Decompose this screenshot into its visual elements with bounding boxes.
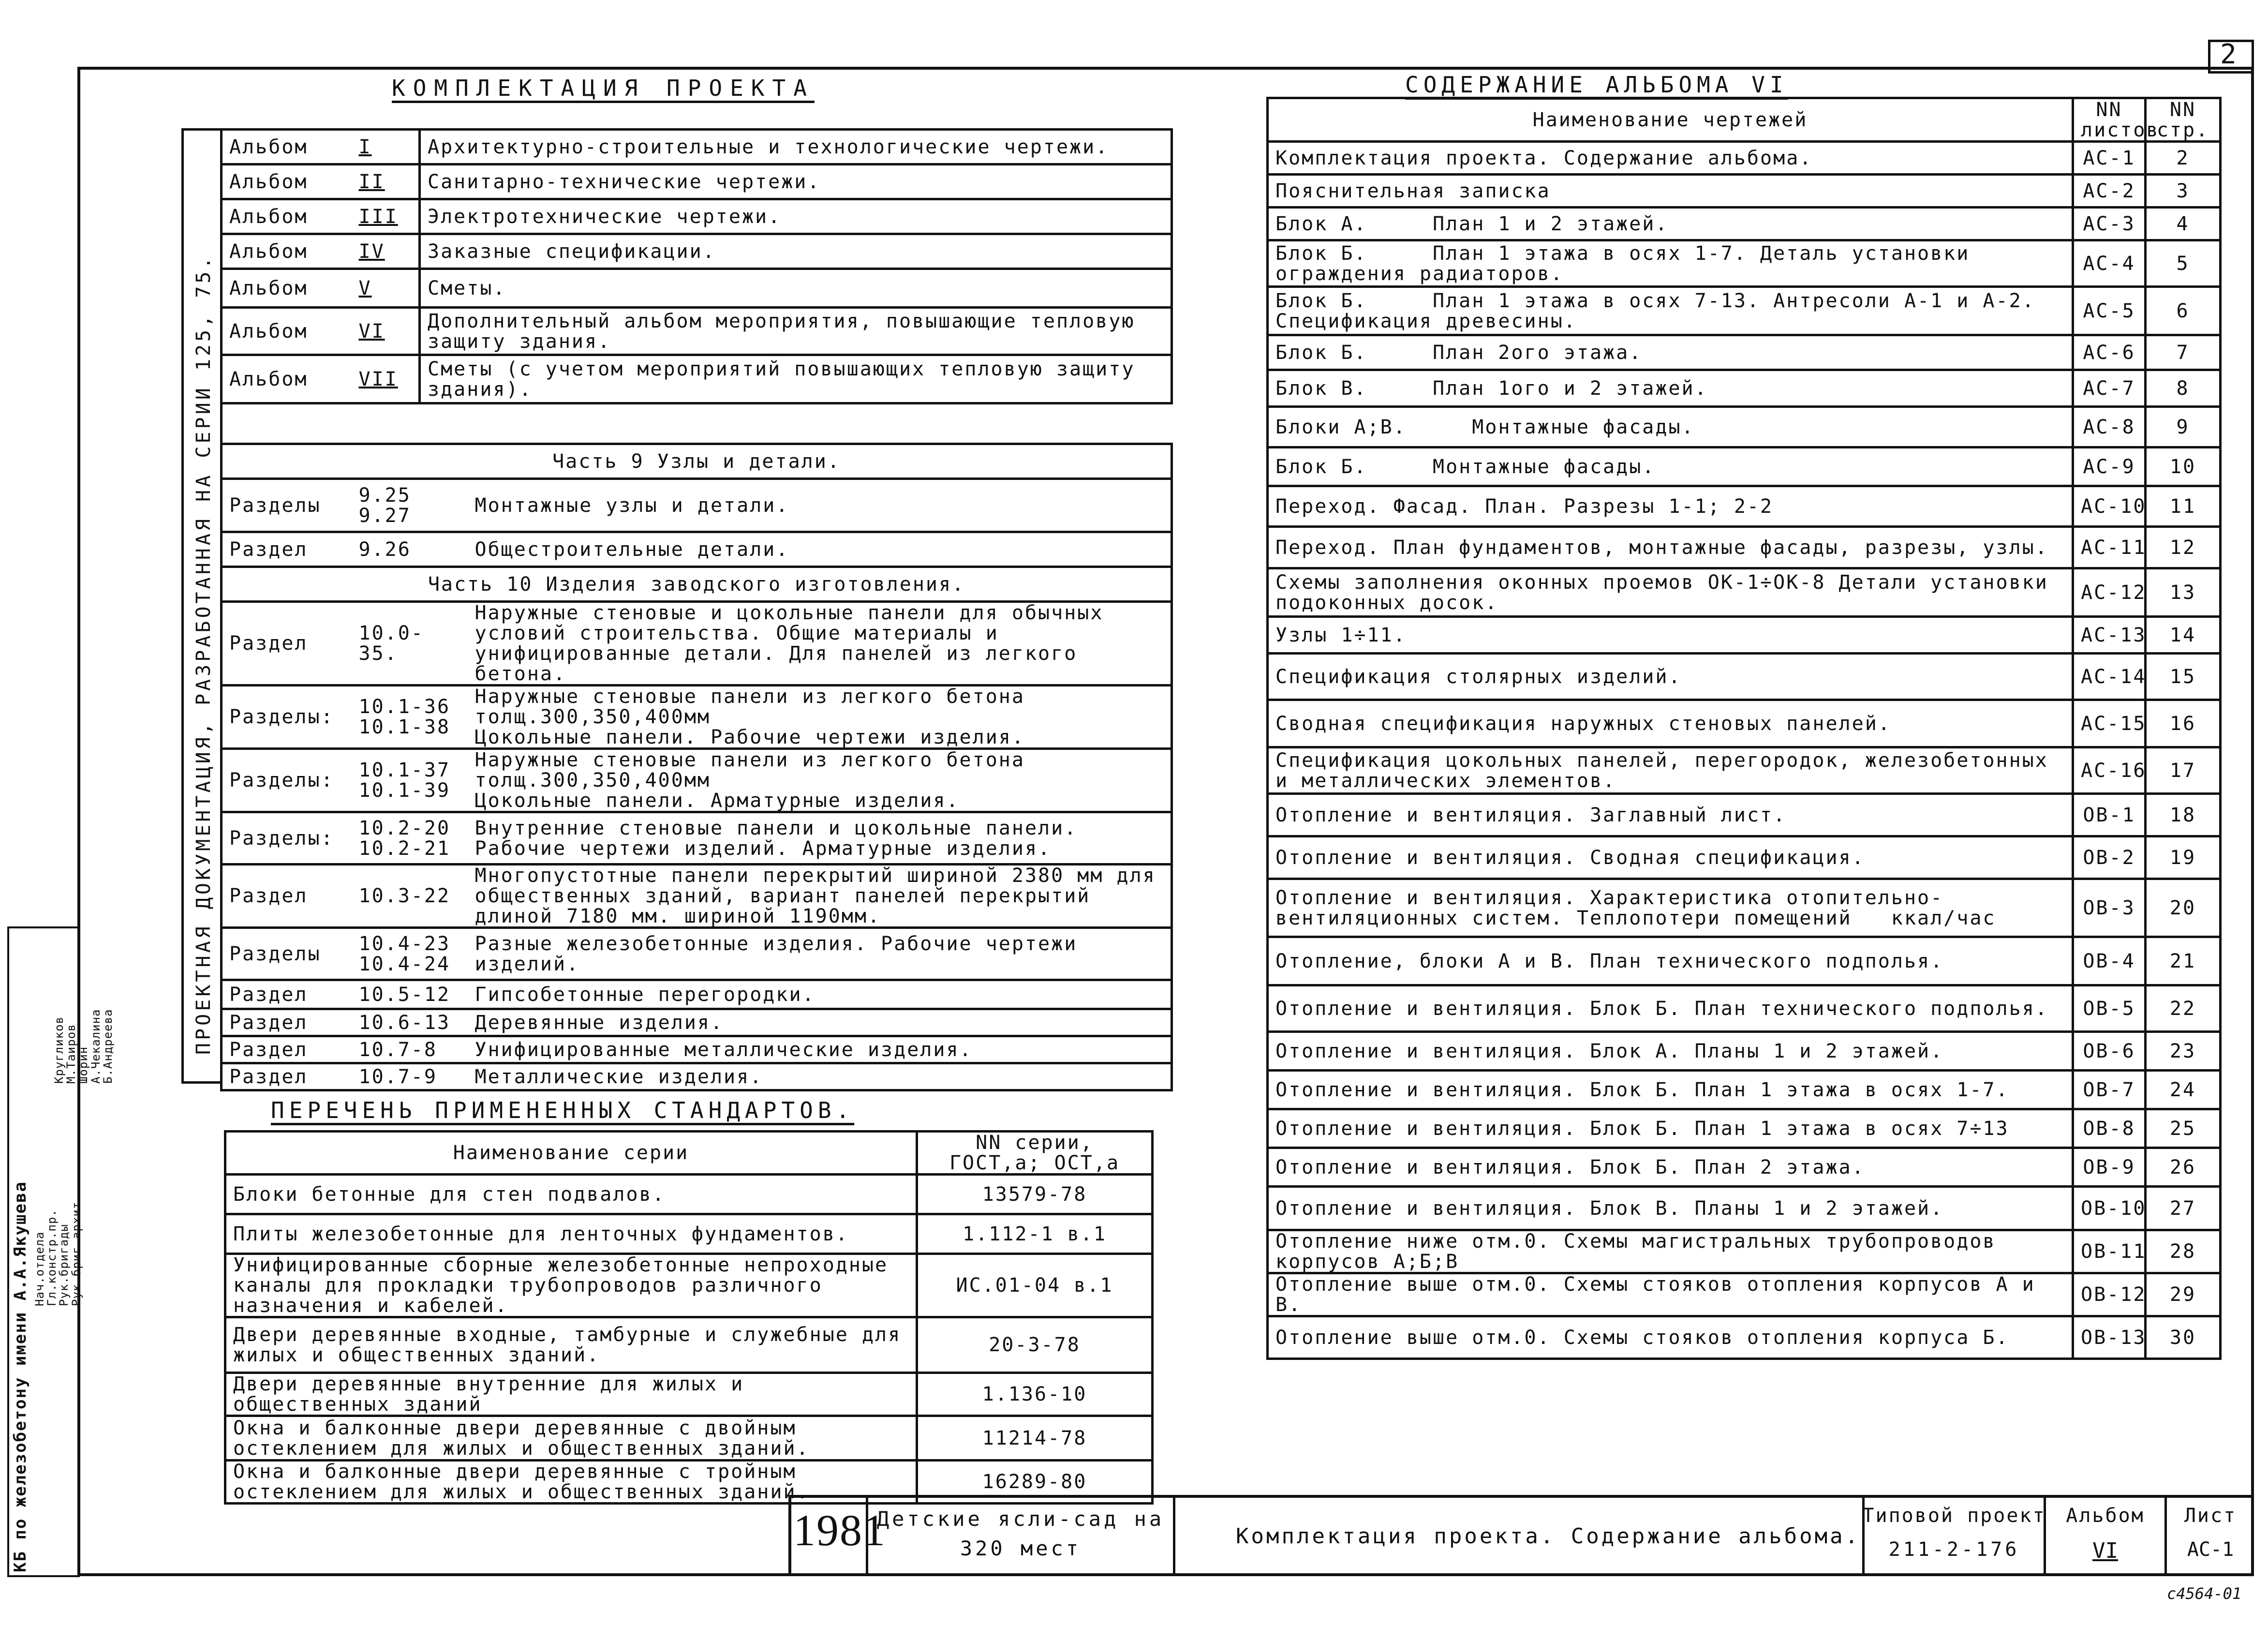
sheet-code: ОВ-4 bbox=[2073, 937, 2146, 985]
drawing-name: Отопление ниже отм.0. Схемы магистральных трубопроводов корпусов А;Б;В bbox=[1268, 1230, 2073, 1273]
section-codes: 9.26 bbox=[352, 532, 468, 567]
section-description: Наружные стеновые панели из легкого бетона толщ.300,350,400мм Цокольные панели. Рабочие чертежи изделия. bbox=[468, 686, 1172, 749]
contents-row bbox=[1268, 287, 2221, 335]
contents-row bbox=[1268, 700, 2221, 747]
sheet-code: АС-3 bbox=[2073, 208, 2146, 240]
section-label: Раздел bbox=[222, 532, 352, 567]
section-description: Металлические изделия. bbox=[468, 1063, 1172, 1090]
section-codes: 10.4-23 10.4-24 bbox=[352, 928, 468, 980]
album-number: VII bbox=[352, 355, 420, 403]
album-number: VI bbox=[352, 308, 420, 355]
drawing-name: Блок А. План 1 и 2 этажей. bbox=[1268, 208, 2073, 240]
sheet-code: АС-10 bbox=[2073, 486, 2146, 527]
standard-row bbox=[225, 1416, 1153, 1461]
drawing-name: Отопление и вентиляция. Блок А. Планы 1 и 2 этажей. bbox=[1268, 1032, 2073, 1071]
contents-row bbox=[1268, 1273, 2221, 1316]
stamp-name: Кругликов bbox=[52, 1016, 66, 1084]
bottom-stamp: с4564-01 bbox=[2167, 1584, 2242, 1603]
section-description: Многопустотные панели перекрытий шириной 2380 мм для общественных зданий, вариант панелей перекрытий длиной 7180 мм. шириной 1190мм. bbox=[468, 865, 1172, 928]
section-codes: 10.0-35. bbox=[352, 602, 468, 686]
contents-row bbox=[1268, 1316, 2221, 1359]
drawing-name: Отопление и вентиляция. Блок Б. План технического подполья. bbox=[1268, 985, 2073, 1032]
album-row bbox=[222, 130, 1172, 164]
sheet-code: ОВ-12 bbox=[2073, 1273, 2146, 1316]
sheet-code: АС-14 bbox=[2073, 654, 2146, 700]
standard-name: Блоки бетонные для стен подвалов. bbox=[225, 1175, 917, 1214]
contents-row bbox=[1268, 1071, 2221, 1109]
page-number: 30 bbox=[2146, 1316, 2221, 1359]
album-label: Альбом bbox=[2066, 1505, 2145, 1527]
standard-code: ИС.01-04 в.1 bbox=[917, 1254, 1153, 1317]
album-number: III bbox=[352, 199, 420, 234]
album-description: Санитарно-технические чертежи. bbox=[420, 164, 1172, 199]
section-codes: 10.2-20 10.2-21 bbox=[352, 812, 468, 865]
page-number: 19 bbox=[2146, 836, 2221, 879]
section-row bbox=[222, 1009, 1172, 1036]
list-number: АС-1 bbox=[2187, 1538, 2234, 1561]
section-label: Разделы: bbox=[222, 812, 352, 865]
drawing-name: Отопление, блоки А и В. План технического подполья. bbox=[1268, 937, 2073, 985]
page-number: 17 bbox=[2146, 747, 2221, 794]
section-codes: 10.5-12 bbox=[352, 980, 468, 1009]
drawing-name: Пояснительная записка bbox=[1268, 175, 2073, 208]
page-number: 2 bbox=[2146, 142, 2221, 175]
section-row bbox=[222, 686, 1172, 749]
standard-code: 13579-78 bbox=[917, 1175, 1153, 1214]
section-row bbox=[222, 749, 1172, 812]
album-row bbox=[222, 164, 1172, 199]
object-name: Детские ясли-сад на 320 мест bbox=[876, 1507, 1165, 1560]
stamp-name: А.Чекалина bbox=[89, 1009, 103, 1084]
drawing-name: Блок Б. План 1 этажа в осях 7-13. Антресоли А-1 и А-2. Спецификация древесины. bbox=[1268, 287, 2073, 335]
part-heading: Часть 9 Узлы и детали. bbox=[222, 444, 1172, 479]
drawing-name: Комплектация проекта. Содержание альбома. bbox=[1268, 142, 2073, 175]
page-number: 26 bbox=[2146, 1148, 2221, 1187]
contents-row bbox=[1268, 1187, 2221, 1230]
drawing-name: Блок Б. Монтажные фасады. bbox=[1268, 448, 2073, 486]
page-number: 16 bbox=[2146, 700, 2221, 747]
page-number: 29 bbox=[2146, 1273, 2221, 1316]
stamp-role: Рук.бригады bbox=[57, 1224, 71, 1306]
standards-table bbox=[224, 1130, 1154, 1505]
album-number: VI bbox=[2092, 1538, 2118, 1563]
album-name: Альбом bbox=[222, 269, 352, 308]
page-number: 21 bbox=[2146, 937, 2221, 985]
contents-row bbox=[1268, 654, 2221, 700]
album-name: Альбом bbox=[222, 199, 352, 234]
section-description: Монтажные узлы и детали. bbox=[468, 479, 1172, 532]
page-number: 10 bbox=[2146, 448, 2221, 486]
album-description: Электротехнические чертежи. bbox=[420, 199, 1172, 234]
list-label: Лист bbox=[2184, 1505, 2237, 1527]
page-number: 20 bbox=[2146, 879, 2221, 937]
side-label-box bbox=[181, 128, 222, 1084]
contents-row bbox=[1268, 937, 2221, 985]
project-number: 211-2-176 bbox=[1888, 1538, 2020, 1561]
page-number: 15 bbox=[2146, 654, 2221, 700]
contents-row bbox=[1268, 208, 2221, 240]
album-row bbox=[222, 269, 1172, 308]
sheet-title: Комплектация проекта. Содержание альбома. bbox=[1236, 1524, 1861, 1549]
contents-row bbox=[1268, 985, 2221, 1032]
sheet-code: АС-6 bbox=[2073, 335, 2146, 370]
contents-row bbox=[1268, 175, 2221, 208]
album-name: Альбом bbox=[222, 164, 352, 199]
section-description: Унифицированные металлические изделия. bbox=[468, 1036, 1172, 1063]
page-number: 25 bbox=[2146, 1109, 2221, 1148]
side-stamp-names bbox=[53, 924, 114, 1084]
drawing-name: Блок В. План 1ого и 2 этажей. bbox=[1268, 370, 2073, 407]
album-row bbox=[222, 355, 1172, 403]
sheet-code: АС-11 bbox=[2073, 527, 2146, 568]
section-row bbox=[222, 865, 1172, 928]
drawing-name: Отопление и вентиляция. Блок Б. План 1 этажа в осях 7÷13 bbox=[1268, 1109, 2073, 1148]
contents-row bbox=[1268, 370, 2221, 407]
contents-row bbox=[1268, 1109, 2221, 1148]
contents-row bbox=[1268, 1230, 2221, 1273]
drawing-name: Отопление и вентиляция. Блок В. Планы 1 и 2 этажей. bbox=[1268, 1187, 2073, 1230]
drawing-name: Переход. Фасад. План. Разрезы 1-1; 2-2 bbox=[1268, 486, 2073, 527]
page-number: 13 bbox=[2146, 568, 2221, 617]
stamp-role: Рук.бриг.архит. bbox=[69, 1194, 83, 1306]
part-header-row bbox=[222, 567, 1172, 602]
album-name: Альбом bbox=[222, 234, 352, 269]
drawing-name: Отопление и вентиляция. Блок Б. План 2 этажа. bbox=[1268, 1148, 2073, 1187]
standard-row bbox=[225, 1175, 1153, 1214]
drawing-name: Отопление и вентиляция. Блок Б. План 1 этажа в осях 1-7. bbox=[1268, 1071, 2073, 1109]
section-codes: 10.7-9 bbox=[352, 1063, 468, 1090]
project-title: КОМПЛЕКТАЦИЯ ПРОЕКТА bbox=[392, 75, 815, 101]
section-description: Наружные стеновые и цокольные панели для обычных условий строительства. Общие материалы и унифицированные детали. Для панелей из легкого бетона. bbox=[468, 602, 1172, 686]
section-codes: 10.1-36 10.1-38 bbox=[352, 686, 468, 749]
sheet-code: ОВ-10 bbox=[2073, 1187, 2146, 1230]
year: 1981 bbox=[793, 1506, 886, 1555]
drawing-name: Переход. План фундаментов, монтажные фасады, разрезы, узлы. bbox=[1268, 527, 2073, 568]
sheet-code: ОВ-8 bbox=[2073, 1109, 2146, 1148]
section-codes: 10.3-22 bbox=[352, 865, 468, 928]
sheet-code: ОВ-7 bbox=[2073, 1071, 2146, 1109]
page-number: 8 bbox=[2146, 370, 2221, 407]
section-codes: 9.25 9.27 bbox=[352, 479, 468, 532]
section-label: Разделы: bbox=[222, 749, 352, 812]
sheet-code: ОВ-6 bbox=[2073, 1032, 2146, 1071]
section-label: Разделы bbox=[222, 479, 352, 532]
contents-row bbox=[1268, 142, 2221, 175]
album-row bbox=[222, 199, 1172, 234]
standards-col-code: NN серии, ГОСТ,а; ОСТ,а bbox=[917, 1132, 1153, 1175]
page-number: 9 bbox=[2146, 407, 2221, 448]
section-label: Раздел bbox=[222, 1063, 352, 1090]
contents-row bbox=[1268, 486, 2221, 527]
drawing-name: Отопление и вентиляция. Сводная спецификация. bbox=[1268, 836, 2073, 879]
section-codes: 10.6-13 bbox=[352, 1009, 468, 1036]
sheet-code: ОВ-2 bbox=[2073, 836, 2146, 879]
section-description: Наружные стеновые панели из легкого бетона толщ.300,350,400мм Цокольные панели. Арматурные изделия. bbox=[468, 749, 1172, 812]
standard-code: 11214-78 bbox=[917, 1416, 1153, 1461]
album-row bbox=[222, 308, 1172, 355]
drawing-name: Отопление и вентиляция. Характеристика отопительно-вентиляционных систем. Теплопотери помещений ккал/час bbox=[1268, 879, 2073, 937]
album-description: Сметы (с учетом мероприятий повышающих тепловую защиту здания). bbox=[420, 355, 1172, 403]
sheet-code: АС-2 bbox=[2073, 175, 2146, 208]
standard-row bbox=[225, 1373, 1153, 1416]
sheet-code: ОВ-9 bbox=[2073, 1148, 2146, 1187]
drawing-name: Отопление и вентиляция. Заглавный лист. bbox=[1268, 794, 2073, 836]
sheet-code: ОВ-1 bbox=[2073, 794, 2146, 836]
sheet-code: АС-5 bbox=[2073, 287, 2146, 335]
album-number: II bbox=[352, 164, 420, 199]
album-number: IV bbox=[352, 234, 420, 269]
section-label: Разделы bbox=[222, 928, 352, 980]
section-label: Разделы: bbox=[222, 686, 352, 749]
page-number: 23 bbox=[2146, 1032, 2221, 1071]
page-number: 24 bbox=[2146, 1071, 2221, 1109]
standard-name: Окна и балконные двери деревянные с тройным остеклением для жилых и общественных зданий. bbox=[225, 1461, 917, 1504]
page-number: 11 bbox=[2146, 486, 2221, 527]
contents-row bbox=[1268, 747, 2221, 794]
drawing-name: Блок Б. План 1 этажа в осях 1-7. Деталь установки ограждения радиаторов. bbox=[1268, 240, 2073, 287]
contents-col-page: NN стр. bbox=[2146, 98, 2221, 142]
contents-row bbox=[1268, 794, 2221, 836]
contents-row bbox=[1268, 1148, 2221, 1187]
standards-title: ПЕРЕЧЕНЬ ПРИМЕНЕННЫХ СТАНДАРТОВ. bbox=[271, 1097, 855, 1123]
album-number: V bbox=[352, 269, 420, 308]
section-description: Общестроительные детали. bbox=[468, 532, 1172, 567]
album-name: Альбом bbox=[222, 130, 352, 164]
drawing-name: Спецификация столярных изделий. bbox=[1268, 654, 2073, 700]
standard-name: Плиты железобетонные для ленточных фундаментов. bbox=[225, 1214, 917, 1254]
part-heading: Часть 10 Изделия заводского изготовления. bbox=[222, 567, 1172, 602]
side-stamp-org: КБ по железобетону имени А.А.Якушева bbox=[11, 1181, 30, 1572]
sheet-code: АС-15 bbox=[2073, 700, 2146, 747]
parts-table bbox=[220, 443, 1173, 1091]
standard-row bbox=[225, 1254, 1153, 1317]
page-number: 14 bbox=[2146, 617, 2221, 654]
stamp-role: Нач.отдела bbox=[33, 1231, 46, 1306]
section-codes: 10.1-37 10.1-39 bbox=[352, 749, 468, 812]
page-number: 6 bbox=[2146, 287, 2221, 335]
section-description: Разные железобетонные изделия. Рабочие чертежи изделий. bbox=[468, 928, 1172, 980]
standard-code: 20-3-78 bbox=[917, 1317, 1153, 1373]
contents-col-sheet: NN листов bbox=[2073, 98, 2146, 142]
section-row bbox=[222, 1036, 1172, 1063]
sheet-code: АС-16 bbox=[2073, 747, 2146, 794]
contents-row bbox=[1268, 879, 2221, 937]
contents-row bbox=[1268, 527, 2221, 568]
contents-row bbox=[1268, 568, 2221, 617]
album-description: Дополнительный альбом мероприятия, повышающие тепловую защиту здания. bbox=[420, 308, 1172, 355]
contents-row bbox=[1268, 1032, 2221, 1071]
album-row bbox=[222, 234, 1172, 269]
standard-name: Унифицированные сборные железобетонные непроходные каналы для прокладки трубопроводов различного назначения и кабелей. bbox=[225, 1254, 917, 1317]
album-description: Заказные спецификации. bbox=[420, 234, 1172, 269]
page-number: 22 bbox=[2146, 985, 2221, 1032]
drawing-name: Сводная спецификация наружных стеновых панелей. bbox=[1268, 700, 2073, 747]
album-description: Сметы. bbox=[420, 269, 1172, 308]
side-label: ПРОЕКТНАЯ ДОКУМЕНТАЦИЯ, РАЗРАБОТАННАЯ НА СЕРИИ 125, 75. bbox=[193, 254, 215, 1055]
sheet-code: АС-8 bbox=[2073, 407, 2146, 448]
album-name: Альбом bbox=[222, 355, 352, 403]
standard-name: Двери деревянные внутренние для жилых и общественных зданий bbox=[225, 1373, 917, 1416]
contents-row bbox=[1268, 407, 2221, 448]
drawing-name: Блоки А;В. Монтажные фасады. bbox=[1268, 407, 2073, 448]
standard-code: 1.136-10 bbox=[917, 1373, 1153, 1416]
stamp-name: Б.Андреева bbox=[101, 1009, 115, 1084]
drawing-name: Отопление выше отм.0. Схемы стояков отопления корпусов А и В. bbox=[1268, 1273, 2073, 1316]
sheet-code: ОВ-13 bbox=[2073, 1316, 2146, 1359]
section-row bbox=[222, 1063, 1172, 1090]
contents-row bbox=[1268, 448, 2221, 486]
section-row bbox=[222, 980, 1172, 1009]
page-number: 4 bbox=[2146, 208, 2221, 240]
section-row bbox=[222, 602, 1172, 686]
sheet-code: АС-7 bbox=[2073, 370, 2146, 407]
stamp-role: Гл.констр.пр. bbox=[45, 1209, 59, 1306]
standard-code: 1.112-1 в.1 bbox=[917, 1214, 1153, 1254]
drawing-name: Схемы заполнения оконных проемов ОК-1÷ОК-8 Детали установки подоконных досок. bbox=[1268, 568, 2073, 617]
sheet-code: АС-13 bbox=[2073, 617, 2146, 654]
drawing-name: Узлы 1÷11. bbox=[1268, 617, 2073, 654]
contents-row bbox=[1268, 335, 2221, 370]
drawing-name: Блок Б. План 2ого этажа. bbox=[1268, 335, 2073, 370]
album-number: I bbox=[352, 130, 420, 164]
section-description: Внутренние стеновые панели и цокольные панели. Рабочие чертежи изделий. Арматурные изделия. bbox=[468, 812, 1172, 865]
contents-row bbox=[1268, 836, 2221, 879]
standard-code: 16289-80 bbox=[917, 1461, 1153, 1504]
album-name: Альбом bbox=[222, 308, 352, 355]
project-label: Типовой проект bbox=[1862, 1505, 2046, 1527]
page-number: 18 bbox=[2146, 794, 2221, 836]
page-number: 3 bbox=[2146, 175, 2221, 208]
section-row bbox=[222, 928, 1172, 980]
page-number: 7 bbox=[2146, 335, 2221, 370]
page-number: 28 bbox=[2146, 1230, 2221, 1273]
section-codes: 10.7-8 bbox=[352, 1036, 468, 1063]
section-label: Раздел bbox=[222, 980, 352, 1009]
standard-name: Двери деревянные входные, тамбурные и служебные для жилых и общественных зданий. bbox=[225, 1317, 917, 1373]
standards-col-name: Наименование серии bbox=[225, 1132, 917, 1175]
section-label: Раздел bbox=[222, 1036, 352, 1063]
sheet-number: 2 bbox=[2220, 39, 2237, 70]
sheet-code: ОВ-3 bbox=[2073, 879, 2146, 937]
stamp-name: М.Таиров bbox=[64, 1024, 78, 1084]
drawing-name: Отопление выше отм.0. Схемы стояков отопления корпуса Б. bbox=[1268, 1316, 2073, 1359]
drawing-name: Спецификация цокольных панелей, перегородок, железобетонных и металлических элементов. bbox=[1268, 747, 2073, 794]
sheet-code: АС-4 bbox=[2073, 240, 2146, 287]
standard-row bbox=[225, 1214, 1153, 1254]
albums-table bbox=[220, 128, 1173, 404]
section-description: Деревянные изделия. bbox=[468, 1009, 1172, 1036]
sheet-code: АС-1 bbox=[2073, 142, 2146, 175]
section-label: Раздел bbox=[222, 602, 352, 686]
sheet-code: АС-9 bbox=[2073, 448, 2146, 486]
contents-row bbox=[1268, 240, 2221, 287]
contents-title: СОДЕРЖАНИЕ АЛЬБОМА VI bbox=[1405, 72, 1788, 98]
album-description: Архитектурно-строительные и технологические чертежи. bbox=[420, 130, 1172, 164]
page-number: 12 bbox=[2146, 527, 2221, 568]
contents-table bbox=[1266, 97, 2222, 1360]
contents-col-name: Наименование чертежей bbox=[1268, 98, 2073, 142]
section-row bbox=[222, 812, 1172, 865]
sheet-code: ОВ-5 bbox=[2073, 985, 2146, 1032]
section-row bbox=[222, 479, 1172, 532]
stamp-name: Шорин bbox=[76, 1046, 90, 1084]
section-description: Гипсобетонные перегородки. bbox=[468, 980, 1172, 1009]
contents-row bbox=[1268, 617, 2221, 654]
section-row bbox=[222, 532, 1172, 567]
section-label: Раздел bbox=[222, 865, 352, 928]
page-number: 27 bbox=[2146, 1187, 2221, 1230]
standard-row bbox=[225, 1317, 1153, 1373]
page-number: 5 bbox=[2146, 240, 2221, 287]
sheet-code: ОВ-11 bbox=[2073, 1230, 2146, 1273]
part-header-row bbox=[222, 444, 1172, 479]
section-label: Раздел bbox=[222, 1009, 352, 1036]
sheet-code: АС-12 bbox=[2073, 568, 2146, 617]
standard-name: Окна и балконные двери деревянные с двойным остеклением для жилых и общественных зданий. bbox=[225, 1416, 917, 1461]
